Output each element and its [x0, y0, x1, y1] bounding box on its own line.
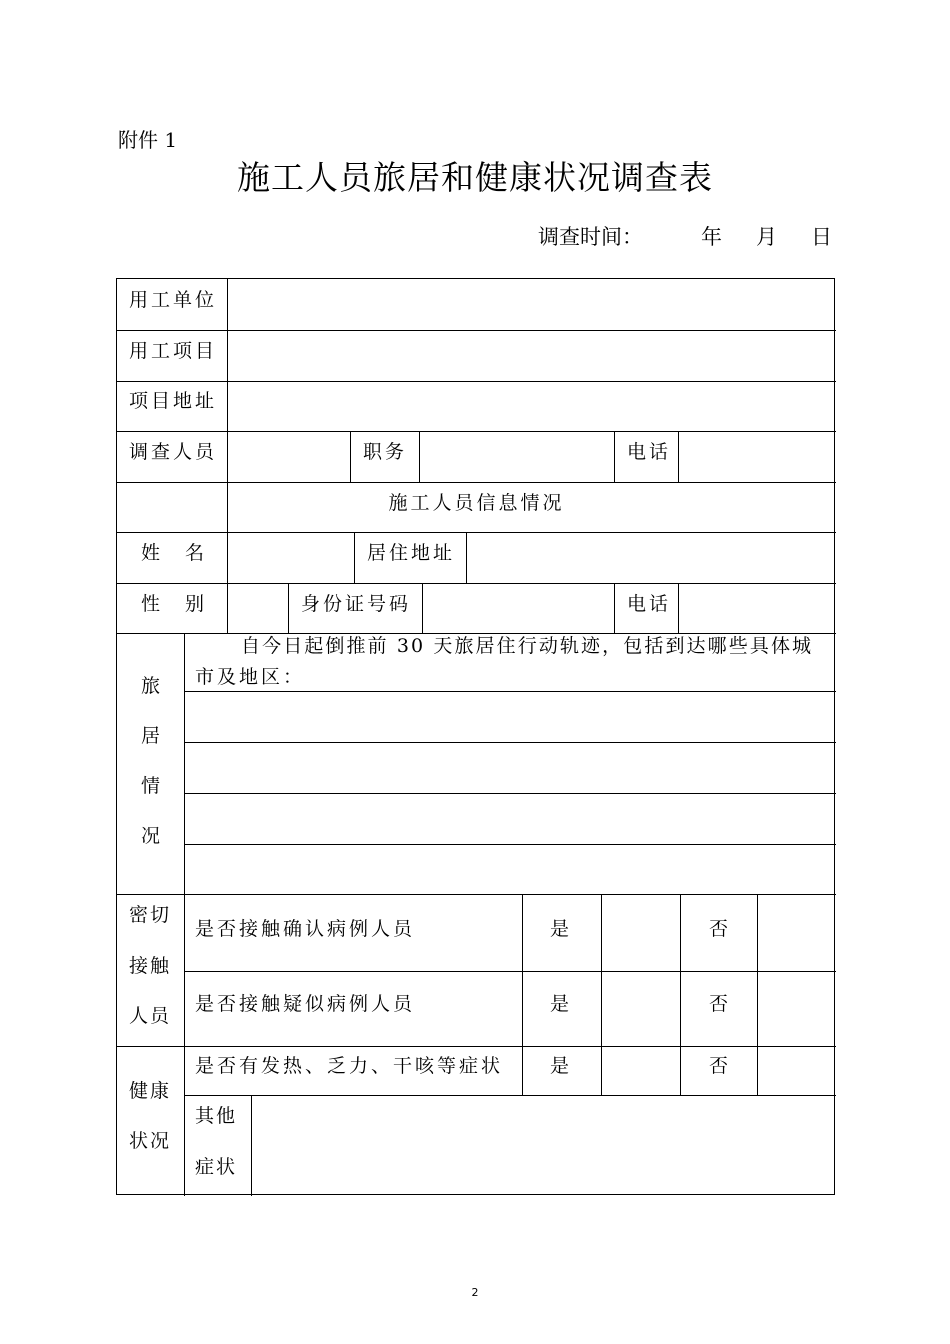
survey-date-year[interactable]: 年 — [701, 225, 722, 249]
col-divider — [350, 431, 351, 482]
phone-label: 电话 — [627, 441, 672, 463]
col-divider — [422, 583, 423, 633]
col-divider — [757, 894, 758, 1095]
no-label: 否 — [709, 993, 732, 1015]
yes-label: 是 — [550, 993, 573, 1015]
col-divider — [288, 583, 289, 633]
col-divider — [466, 532, 467, 583]
col-divider — [614, 431, 615, 482]
contact-label-line: 密切 — [129, 904, 172, 926]
travel-line — [184, 691, 836, 692]
travel-line — [184, 742, 836, 743]
col-divider — [680, 894, 681, 1095]
no-label: 否 — [709, 918, 732, 940]
row-divider — [117, 330, 836, 331]
name-label-1: 姓 — [141, 542, 164, 564]
residence-label: 居住地址 — [367, 542, 456, 564]
no-label: 否 — [709, 1055, 732, 1077]
row-divider — [117, 381, 836, 382]
col-divider — [678, 583, 679, 633]
contact-label-line: 接触 — [129, 955, 172, 977]
health-label-line: 状况 — [129, 1130, 172, 1152]
id-number-label: 身份证号码 — [301, 593, 412, 615]
travel-label-char: 况 — [141, 825, 161, 847]
symptoms-question: 是否有发热、乏力、干咳等症状 — [195, 1055, 504, 1077]
yes-label: 是 — [550, 918, 573, 940]
suspected-contact-question: 是否接触疑似病例人员 — [195, 993, 416, 1015]
row-divider — [117, 482, 836, 483]
address-label: 项目地址 — [129, 390, 218, 412]
travel-label-char: 居 — [141, 725, 161, 747]
employer-label: 用工单位 — [129, 289, 218, 311]
health-label-line: 健康 — [129, 1080, 172, 1102]
travel-prompt-cont: 市及地区： — [195, 666, 306, 688]
row-divider — [117, 532, 836, 533]
survey-date-day[interactable]: 日 — [811, 225, 832, 249]
project-label: 用工项目 — [129, 340, 218, 362]
survey-form-table — [116, 278, 835, 1195]
surveyor-label: 调查人员 — [129, 441, 218, 463]
name-label-2: 名 — [185, 542, 208, 564]
other-symptoms-label: 症状 — [195, 1156, 238, 1178]
col-divider — [601, 894, 602, 1095]
col-divider — [227, 532, 228, 633]
row-divider — [117, 1046, 836, 1047]
contact-divider — [184, 971, 836, 972]
travel-label-char: 情 — [141, 775, 161, 797]
form-title: 施工人员旅居和健康状况调查表 — [237, 158, 713, 197]
survey-date-month[interactable]: 月 — [756, 225, 777, 249]
contact-label-line: 人员 — [129, 1005, 172, 1027]
section-title: 施工人员信息情况 — [388, 492, 565, 514]
row-divider — [117, 894, 836, 895]
col-divider — [678, 431, 679, 482]
phone-label-2: 电话 — [627, 593, 672, 615]
position-label: 职务 — [363, 441, 408, 463]
health-divider — [184, 1095, 836, 1096]
travel-line — [184, 844, 836, 845]
attachment-label: 附件 1 — [118, 128, 178, 152]
travel-label-char: 旅 — [141, 675, 161, 697]
col-divider — [354, 532, 355, 583]
col-divider — [419, 431, 420, 482]
col-divider — [184, 633, 185, 1196]
gender-label-2: 别 — [185, 593, 208, 615]
col-divider — [522, 894, 523, 1095]
yes-label: 是 — [550, 1055, 573, 1077]
col-divider — [251, 1095, 252, 1196]
survey-date-label: 调查时间： — [538, 225, 643, 249]
page-number: 2 — [471, 1286, 479, 1299]
travel-prompt: 自今日起倒推前 30 天旅居住行动轨迹，包括到达哪些具体城 — [241, 635, 814, 657]
row-divider — [117, 633, 836, 634]
travel-line — [184, 793, 836, 794]
gender-label-1: 性 — [141, 593, 164, 615]
row-divider — [117, 583, 836, 584]
row-divider — [117, 431, 836, 432]
confirmed-contact-question: 是否接触确认病例人员 — [195, 918, 416, 940]
other-symptoms-label: 其他 — [195, 1105, 238, 1127]
survey-date-line — [538, 221, 832, 251]
col-divider — [614, 583, 615, 633]
